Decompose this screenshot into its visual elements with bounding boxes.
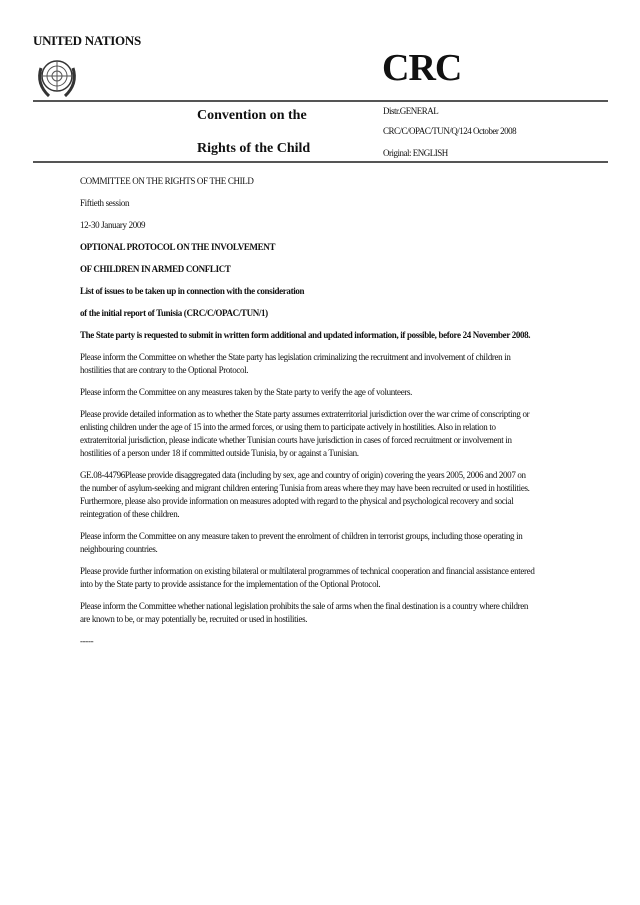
paragraph: Please provide detailed information as to whether the State party assumes extraterritorial jurisdiction over the war crime of conscripting or enlisting children under the age of 15 into the armed forces, or using them to participate actively in hostilities. Also in relation to extraterritorial jurisdiction, please indicate whether Tunisian courts have jurisdiction in cases of forced recruitment or involvement in hostilities of a person under 18 if committed outside Tunisia, by or against a Tunisian.	[80, 409, 530, 458]
paragraph: Please provide further information on existing bilateral or multilateral programmes of technical cooperation and financial assistance entered into by the State party to provide assistance for the implementation of the Optional Protocol.	[80, 566, 535, 589]
subheading-line-1: List of issues to be taken up in connection with the consideration	[80, 286, 305, 296]
original-language: Original: ENGLISH	[383, 148, 448, 158]
dates: 12-30 January 2009	[80, 220, 146, 230]
paragraph: Please inform the Committee on any measures taken by the State party to verify the age of volunteers.	[80, 387, 413, 397]
subheading-line-2: of the initial report of Tunisia (CRC/C/OPAC/TUN/1)	[80, 308, 268, 318]
paragraph: Please inform the Committee whether national legislation prohibits the sale of arms when the final destination is a country where children are known to be, or may potentially be, recruited or used in hostilities.	[80, 601, 529, 624]
un-emblem-icon	[33, 54, 81, 102]
paragraph: Please inform the Committee on whether the State party has legislation criminalizing the recruitment and involvement of children in hostilities that are contrary to the Optional Protocol.	[80, 352, 511, 375]
paragraph: GE.08-44796Please provide disaggregated data (including by sex, age and country of origin) covering the years 2005, 2006 and 2007 on the number of asylum-seeking and migrant children entering Tunisia from areas where they may have been recruited or used in hostilities. Furthermore, please also provide information on measures adopted with regard to the physical and psychological recovery and social reintegration of these children.	[80, 470, 530, 519]
heading-line-1: OPTIONAL PROTOCOL ON THE INVOLVEMENT	[80, 242, 276, 252]
distribution: Distr.GENERAL	[383, 106, 439, 116]
org-name: UNITED NATIONS	[33, 33, 141, 48]
header-rule-bottom	[33, 161, 608, 163]
document-symbol: CRC	[382, 47, 462, 89]
committee: COMMITTEE ON THE RIGHTS OF THE CHILD	[80, 176, 254, 186]
end-mark: -----	[80, 636, 94, 646]
heading-line-2: OF CHILDREN IN ARMED CONFLICT	[80, 264, 231, 274]
document-body	[80, 175, 535, 648]
title-line-1: Convention on the	[197, 108, 307, 123]
document-reference: CRC/C/OPAC/TUN/Q/124 October 2008	[383, 126, 517, 136]
session: Fiftieth session	[80, 198, 130, 208]
header-rule-top	[33, 100, 608, 102]
title-line-2: Rights of the Child	[197, 141, 311, 156]
paragraph: Please inform the Committee on any measure taken to prevent the enrolment of children in terrorist groups, including those operating in neighbouring countries.	[80, 531, 523, 554]
submission-request: The State party is requested to submit in written form additional and updated information, if possible, before 24 November 2008.	[80, 330, 531, 340]
